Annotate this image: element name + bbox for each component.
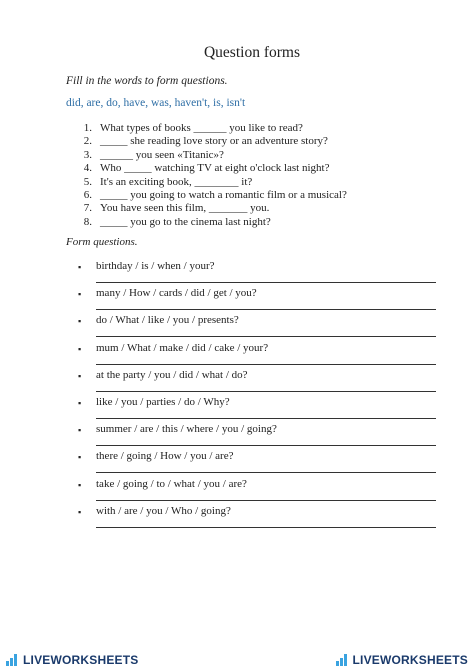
scrambled-words: there / going / How / you / are?: [96, 450, 234, 463]
item-number: 5.: [83, 175, 92, 188]
list-item: [78, 505, 438, 532]
bullet-icon: ▪: [78, 425, 82, 436]
item-number: 1.: [83, 122, 92, 134]
answer-line[interactable]: [96, 418, 436, 419]
scrambled-words: summer / are / this / where / you / going?: [96, 423, 277, 436]
item-text: You have seen this film, _______ you.: [100, 202, 270, 215]
item-text: _____ she reading love story or an adventure story?: [100, 135, 328, 148]
fill-item: [83, 189, 347, 202]
item-text: _____ you going to watch a romantic film or a musical?: [100, 189, 347, 202]
fill-item: [83, 135, 347, 148]
word-bank: did, are, do, have, was, haven't, is, isn't: [66, 97, 246, 109]
list-item: [78, 342, 438, 369]
scrambled-words: at the party / you / did / what / do?: [96, 368, 248, 381]
bar-chart-icon: [336, 654, 350, 666]
list-item: [78, 478, 438, 505]
form-questions-list: [78, 260, 438, 532]
scrambled-words: do / What / like / you / presents?: [96, 314, 239, 327]
bullet-icon: ▪: [78, 370, 82, 381]
item-number: 2.: [83, 135, 92, 148]
fill-instruction: Fill in the words to form questions.: [66, 75, 228, 87]
bullet-icon: ▪: [78, 343, 82, 354]
list-item: [78, 369, 438, 396]
fill-item: [83, 175, 347, 189]
item-number: 3.: [83, 148, 92, 161]
item-text: What types of books ______ you like to read?: [100, 122, 303, 134]
list-item: [78, 450, 438, 477]
answer-line[interactable]: [96, 472, 436, 473]
bullet-icon: ▪: [78, 397, 82, 408]
item-text: _____ you go to the cinema last night?: [100, 215, 271, 228]
scrambled-words: with / are / you / Who / going?: [96, 504, 231, 517]
answer-line[interactable]: [96, 364, 436, 365]
liveworksheets-logo[interactable]: [6, 653, 138, 667]
form-instruction: Form questions.: [66, 236, 138, 248]
answer-line[interactable]: [96, 527, 436, 528]
answer-line[interactable]: [96, 282, 436, 283]
list-item: [78, 287, 438, 314]
item-number: 7.: [83, 202, 92, 215]
bullet-icon: ▪: [78, 316, 82, 327]
bullet-icon: ▪: [78, 479, 82, 490]
list-item: [78, 314, 438, 341]
scrambled-words: mum / What / make / did / cake / your?: [96, 341, 269, 354]
answer-line[interactable]: [96, 336, 436, 337]
bullet-icon: ▪: [78, 452, 82, 463]
bullet-icon: ▪: [78, 506, 82, 517]
fill-item: [83, 122, 347, 135]
item-number: 8.: [83, 215, 92, 228]
logo-text: LIVEWORKSHEETS: [23, 653, 139, 667]
bar-chart-icon: [6, 654, 20, 666]
item-text: Who _____ watching TV at eight o'clock last night?: [100, 162, 330, 175]
item-number: 6.: [83, 189, 92, 202]
answer-line[interactable]: [96, 500, 436, 501]
footer: [0, 649, 474, 669]
answer-line[interactable]: [96, 309, 436, 310]
liveworksheets-logo[interactable]: [336, 653, 468, 667]
list-item: [78, 260, 438, 287]
page-title: Question forms: [203, 44, 300, 61]
bullet-icon: ▪: [78, 262, 82, 272]
answer-line[interactable]: [96, 445, 436, 446]
scrambled-words: take / going / to / what / you / are?: [96, 477, 247, 490]
fill-item: [83, 162, 347, 175]
fill-item: [83, 202, 347, 215]
fill-item: [83, 215, 347, 229]
fill-item: [83, 148, 347, 162]
scrambled-words: like / you / parties / do / Why?: [96, 395, 230, 408]
item-text: It's an exciting book, ________ it?: [100, 175, 253, 188]
answer-line[interactable]: [96, 391, 436, 392]
item-text: ______ you seen «Titanic»?: [100, 148, 224, 161]
logo-text: LIVEWORKSHEETS: [352, 653, 468, 667]
list-item: [78, 396, 438, 423]
scrambled-words: birthday / is / when / your?: [96, 260, 215, 272]
item-number: 4.: [83, 162, 92, 175]
bullet-icon: ▪: [78, 289, 82, 300]
list-item: [78, 423, 438, 450]
scrambled-words: many / How / cards / did / get / you?: [96, 287, 257, 300]
fill-in-list: [83, 122, 347, 229]
